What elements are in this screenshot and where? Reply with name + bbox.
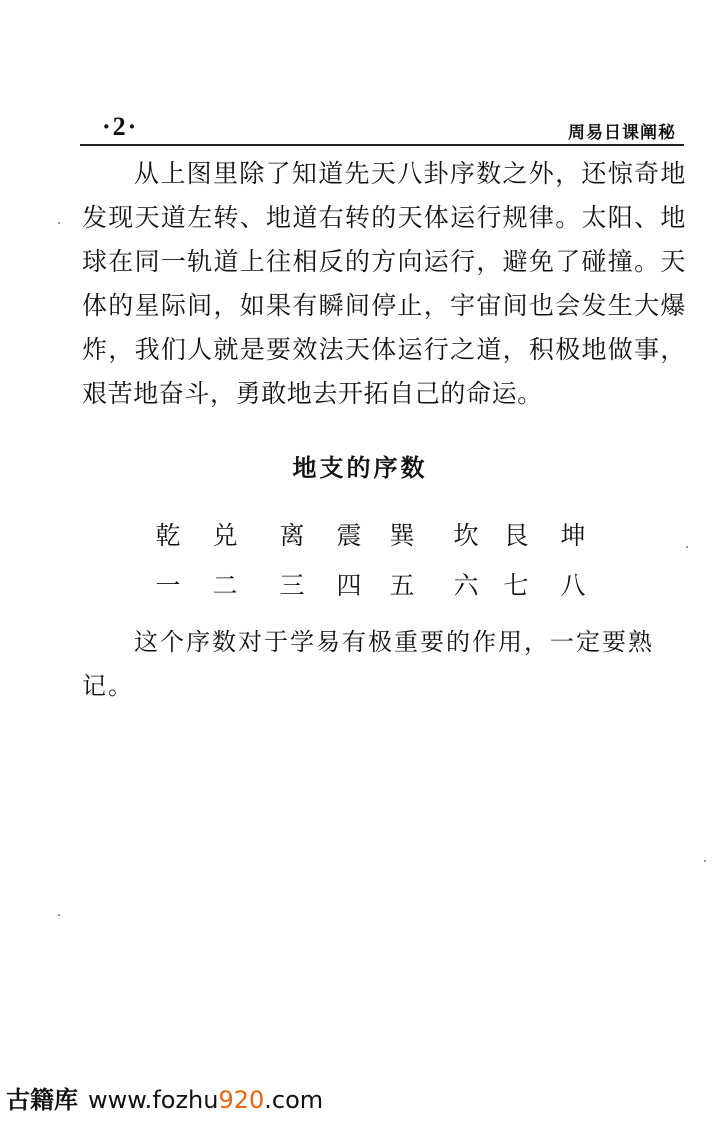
header-rule bbox=[80, 144, 684, 146]
number-7: 七 bbox=[503, 571, 529, 600]
watermark-url-suffix: .com bbox=[264, 1086, 324, 1114]
trigram-qian: 乾 bbox=[155, 521, 181, 550]
trigram-li: 离 bbox=[279, 521, 305, 550]
watermark-url-number: 920 bbox=[218, 1086, 265, 1114]
trigram-kun: 坤 bbox=[560, 521, 586, 550]
trigram-dui: 兑 bbox=[212, 521, 238, 550]
watermark bbox=[6, 1080, 323, 1114]
section-heading: 地支的序数 bbox=[292, 454, 428, 482]
scan-speck bbox=[704, 860, 706, 862]
watermark-site-name: 古籍库 bbox=[6, 1086, 78, 1114]
trigram-gen: 艮 bbox=[503, 521, 529, 550]
number-2: 二 bbox=[212, 571, 238, 600]
number-3: 三 bbox=[279, 571, 305, 600]
trigram-row bbox=[148, 516, 608, 556]
scan-speck bbox=[686, 546, 688, 548]
number-row bbox=[148, 566, 608, 606]
page-header bbox=[80, 112, 684, 144]
number-6: 六 bbox=[453, 571, 479, 600]
number-1: 一 bbox=[155, 571, 181, 600]
watermark-url bbox=[88, 1086, 323, 1114]
number-5: 五 bbox=[389, 571, 415, 600]
body-paragraph: 从上图里除了知道先天八卦序数之外，还惊奇地发现天道左转、地道右转的天体运行规律。太阳、地球在同一轨道上往相反的方向运行，避免了碰撞。天体的星际间，如果有瞬间停止，宇宙间也会发生大爆炸，我们人就是要效法天体运行之道，积极地做事，艰苦地奋斗，勇敢地去开拓自己的命运。 bbox=[82, 159, 686, 408]
number-4: 四 bbox=[336, 571, 362, 600]
trigram-kan: 坎 bbox=[453, 521, 479, 550]
trigram-zhen: 震 bbox=[336, 521, 362, 550]
watermark-url-prefix: www.fozhu bbox=[88, 1086, 219, 1114]
scan-speck bbox=[58, 222, 60, 224]
note-paragraph: 这个序数对于学易有极重要的作用，一定要熟记。 bbox=[82, 628, 654, 700]
number-8: 八 bbox=[560, 571, 586, 600]
scan-speck bbox=[58, 914, 60, 916]
trigram-xun: 巽 bbox=[389, 521, 415, 550]
running-title: 周易日课阐秘 bbox=[568, 123, 676, 143]
page-number: ·2· bbox=[102, 112, 139, 141]
